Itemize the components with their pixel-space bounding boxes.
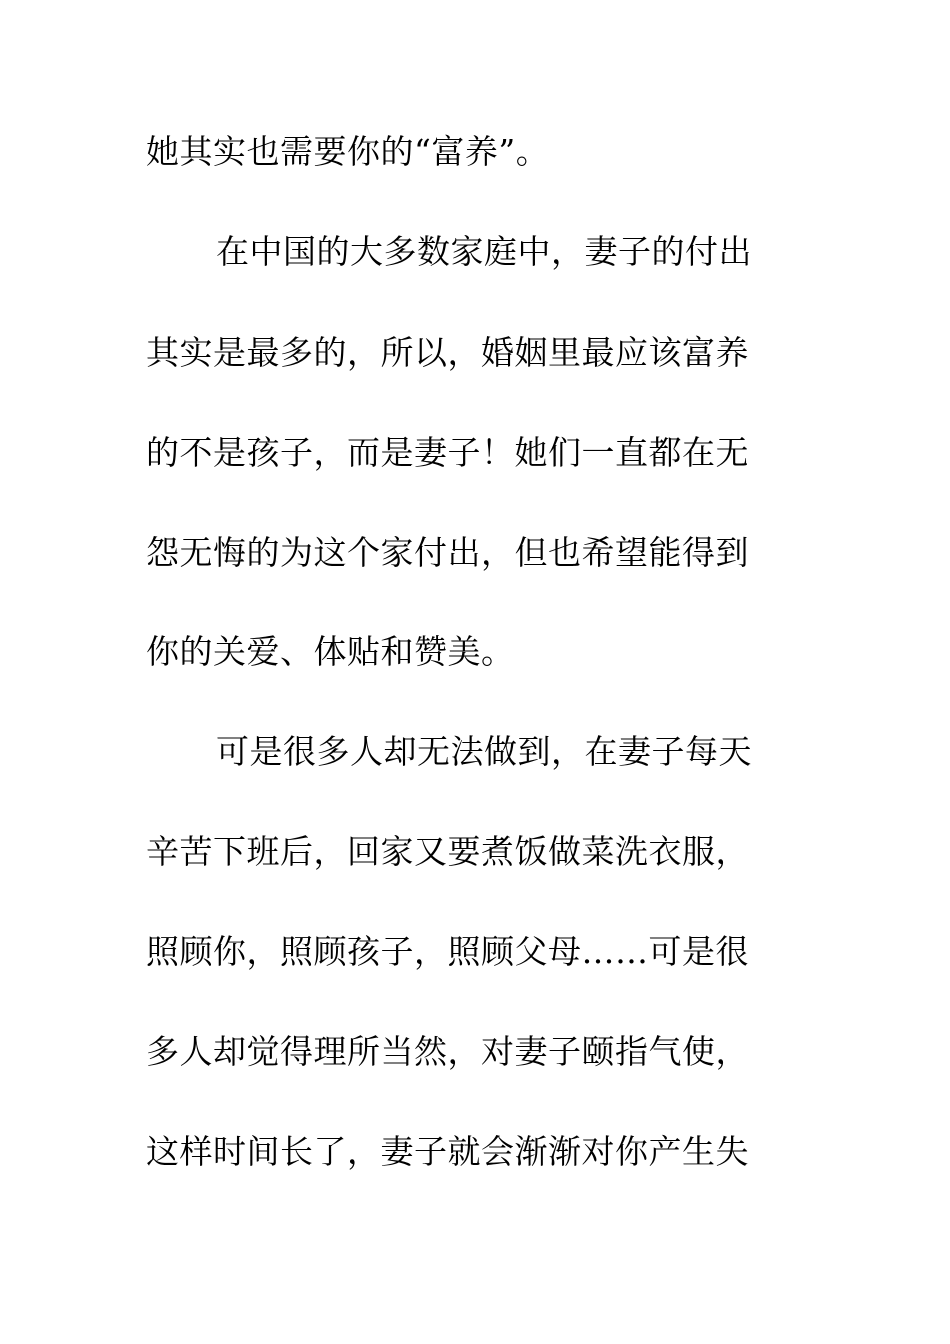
text-line: 你的关爱、体贴和赞美。 [146, 632, 515, 671]
text-line: 多人却觉得理所当然，对妻子颐指气使， [146, 1032, 749, 1071]
text-line: 这样时间长了，妻子就会渐渐对你产生失 [146, 1132, 749, 1171]
text-line: 的不是孩子，而是妻子！她们一直都在无 [146, 433, 749, 472]
text-line: 照顾你，照顾孩子，照顾父母……可是很 [146, 932, 749, 971]
text-line: 怨无悔的为这个家付出，但也希望能得到 [146, 533, 749, 572]
text-line: 其实是最多的，所以，婚姻里最应该富养 [146, 333, 749, 372]
text-line: 她其实也需要你的“富养”。 [146, 132, 550, 171]
paragraph-first-line: 可是很多人却无法做到，在妻子每天 [216, 732, 752, 771]
paragraph-first-line: 在中国的大多数家庭中，妻子的付出 [216, 232, 752, 271]
text-line: 辛苦下班后，回家又要煮饭做菜洗衣服， [146, 832, 749, 871]
